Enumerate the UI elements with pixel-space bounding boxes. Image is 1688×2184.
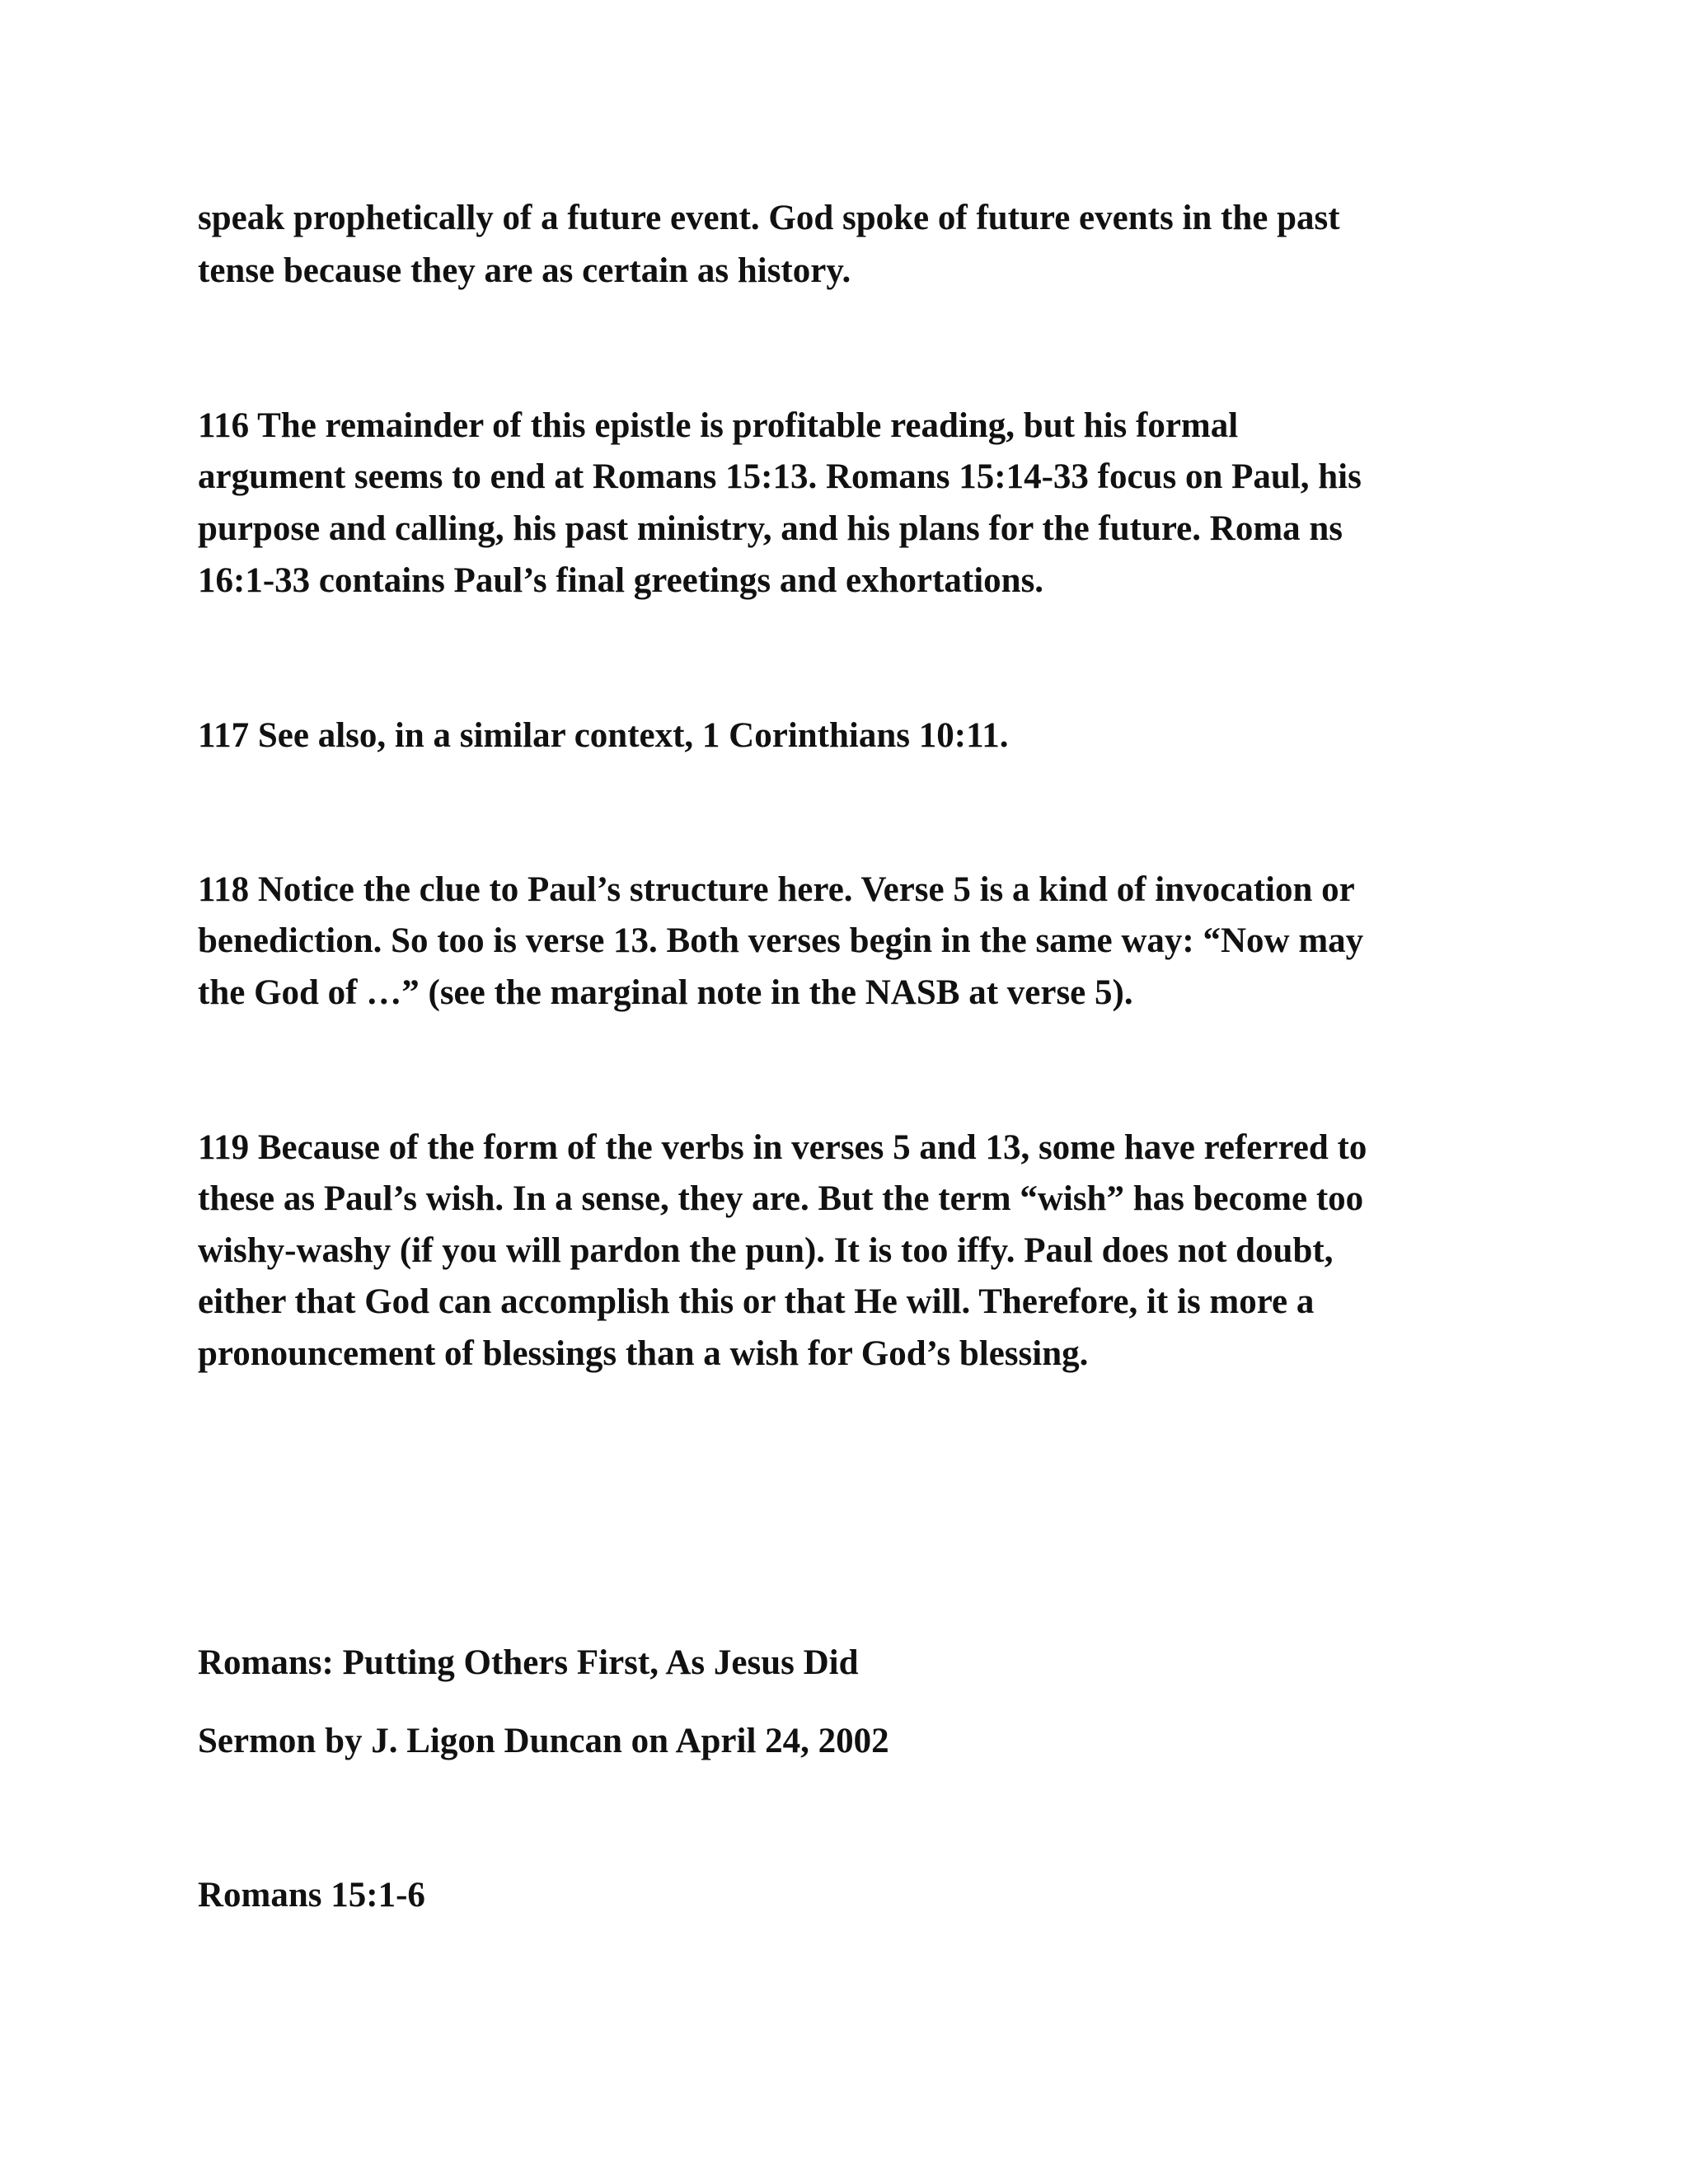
footnote-119-line: either that God can accomplish this or that He will. Therefore, it is more a: [198, 1282, 1315, 1321]
footnote-119-line: 119 Because of the form of the verbs in verses 5 and 13, some have referred to: [198, 1128, 1367, 1167]
footnote-116-line: purpose and calling, his past ministry, and his plans for the future. Roma ns: [198, 509, 1343, 548]
footnote-119-line: pronouncement of blessings than a wish for God’s blessing.: [198, 1334, 1089, 1373]
footnote-116-line: 16:1-33 contains Paul’s final greetings and exhortations.: [198, 561, 1044, 600]
footnote-116-line: argument seems to end at Romans 15:13. Romans 15:14-33 focus on Paul, his: [198, 457, 1362, 496]
footnote-117-line: 117 See also, in a similar context, 1 Corinthians 10:11.: [198, 716, 1009, 755]
footnote-119-line: wishy-washy (if you will pardon the pun). It is too iffy. Paul does not doubt,: [198, 1231, 1334, 1270]
footnote-118-line: benediction. So too is verse 13. Both verses begin in the same way: “Now may: [198, 921, 1364, 960]
sermon-title: Romans: Putting Others First, As Jesus Did: [198, 1643, 859, 1682]
paragraph-line: speak prophetically of a future event. God spoke of future events in the past: [198, 199, 1340, 237]
scripture-reference: Romans 15:1-6: [198, 1876, 425, 1915]
footnote-118-line: 118 Notice the clue to Paul’s structure here. Verse 5 is a kind of invocation or: [198, 870, 1355, 909]
footnote-116-line: 116 The remainder of this epistle is profitable reading, but his formal: [198, 406, 1239, 445]
footnote-118-line: the God of …” (see the marginal note in the NASB at verse 5).: [198, 973, 1133, 1012]
paragraph-line: tense because they are as certain as history.: [198, 251, 851, 290]
sermon-byline: Sermon by J. Ligon Duncan on April 24, 2002: [198, 1722, 889, 1760]
footnote-119-line: these as Paul’s wish. In a sense, they are. But the term “wish” has become too: [198, 1179, 1364, 1218]
